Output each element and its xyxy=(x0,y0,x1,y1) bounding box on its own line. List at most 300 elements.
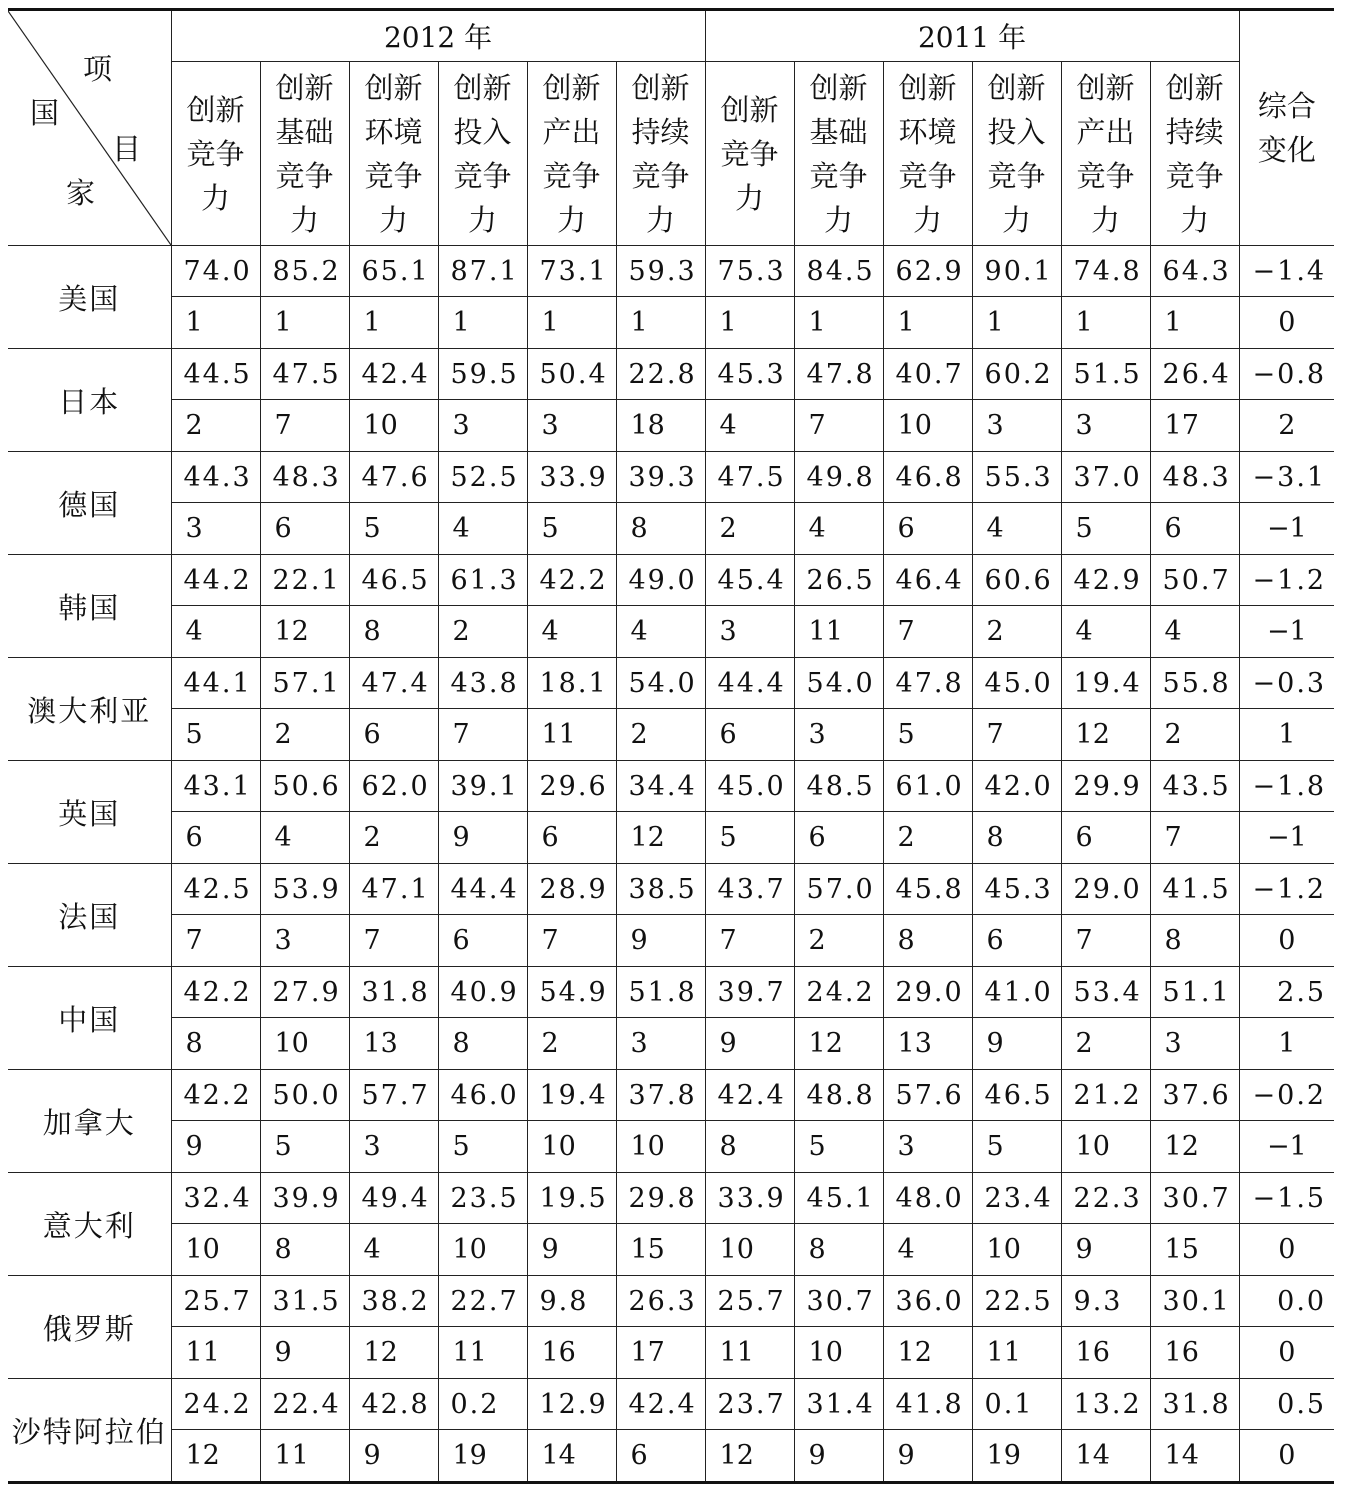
score-cell: 22.5 xyxy=(972,1276,1061,1327)
score-change-cell: 0.0 xyxy=(1239,1276,1334,1327)
score-cell: 40.9 xyxy=(438,967,527,1018)
score-change-cell: −1.2 xyxy=(1239,555,1334,606)
country-name: 英国 xyxy=(8,761,171,864)
rank-cell: 9 xyxy=(260,1327,349,1379)
score-cell: 23.5 xyxy=(438,1173,527,1224)
rank-cell: 6 xyxy=(1150,503,1239,555)
score-cell: 32.4 xyxy=(171,1173,260,1224)
score-change-cell: −3.1 xyxy=(1239,452,1334,503)
rank-cell: 5 xyxy=(438,1121,527,1173)
score-cell: 44.4 xyxy=(438,864,527,915)
rank-cell: 7 xyxy=(171,915,260,967)
rank-cell: 16 xyxy=(1150,1327,1239,1379)
score-cell: 42.8 xyxy=(349,1379,438,1430)
score-cell: 47.1 xyxy=(349,864,438,915)
country-name: 沙特阿拉伯 xyxy=(8,1379,171,1483)
rank-cell: 1 xyxy=(972,297,1061,349)
score-cell: 57.6 xyxy=(883,1070,972,1121)
rank-cell: 6 xyxy=(260,503,349,555)
table-row-rank xyxy=(8,915,1334,967)
rank-cell: 3 xyxy=(438,400,527,452)
score-cell: 41.5 xyxy=(1150,864,1239,915)
y2012-indicator-header: 创新 产出 竞争 力 xyxy=(527,62,616,246)
score-cell: 23.4 xyxy=(972,1173,1061,1224)
score-cell: 61.0 xyxy=(883,761,972,812)
score-change-cell: −1.2 xyxy=(1239,864,1334,915)
rank-cell: 7 xyxy=(260,400,349,452)
score-cell: 37.0 xyxy=(1061,452,1150,503)
score-cell: 27.9 xyxy=(260,967,349,1018)
score-change-cell: −0.8 xyxy=(1239,349,1334,400)
rank-cell: 6 xyxy=(1061,812,1150,864)
rank-cell: 19 xyxy=(438,1430,527,1483)
rank-cell: 9 xyxy=(349,1430,438,1483)
rank-change-cell: 0 xyxy=(1239,1327,1334,1379)
score-cell: 22.3 xyxy=(1061,1173,1150,1224)
rank-cell: 8 xyxy=(171,1018,260,1070)
rank-cell: 5 xyxy=(972,1121,1061,1173)
rank-cell: 3 xyxy=(705,606,794,658)
score-cell: 22.1 xyxy=(260,555,349,606)
rank-cell: 11 xyxy=(527,709,616,761)
rank-cell: 11 xyxy=(438,1327,527,1379)
rank-cell: 8 xyxy=(883,915,972,967)
score-cell: 48.8 xyxy=(794,1070,883,1121)
score-cell: 28.9 xyxy=(527,864,616,915)
rank-cell: 2 xyxy=(438,606,527,658)
rank-cell: 6 xyxy=(616,1430,705,1483)
score-cell: 55.3 xyxy=(972,452,1061,503)
rank-cell: 4 xyxy=(1061,606,1150,658)
rank-cell: 13 xyxy=(883,1018,972,1070)
rank-cell: 16 xyxy=(527,1327,616,1379)
score-cell: 51.1 xyxy=(1150,967,1239,1018)
rank-cell: 1 xyxy=(883,297,972,349)
rank-cell: 4 xyxy=(616,606,705,658)
score-change-cell: −0.2 xyxy=(1239,1070,1334,1121)
score-cell: 42.0 xyxy=(972,761,1061,812)
score-cell: 29.6 xyxy=(527,761,616,812)
score-cell: 47.5 xyxy=(705,452,794,503)
country-name: 俄罗斯 xyxy=(8,1276,171,1379)
rank-cell: 10 xyxy=(171,1224,260,1276)
score-cell: 42.9 xyxy=(1061,555,1150,606)
rank-cell: 15 xyxy=(1150,1224,1239,1276)
rank-cell: 11 xyxy=(794,606,883,658)
score-cell: 19.4 xyxy=(1061,658,1150,709)
score-cell: 51.5 xyxy=(1061,349,1150,400)
score-cell: 41.8 xyxy=(883,1379,972,1430)
rank-cell: 6 xyxy=(527,812,616,864)
rank-cell: 6 xyxy=(883,503,972,555)
rank-cell: 1 xyxy=(616,297,705,349)
score-cell: 61.3 xyxy=(438,555,527,606)
score-cell: 60.6 xyxy=(972,555,1061,606)
rank-cell: 12 xyxy=(1061,709,1150,761)
change-header: 综合 变化 xyxy=(1239,10,1334,246)
rank-cell: 7 xyxy=(1150,812,1239,864)
score-cell: 43.7 xyxy=(705,864,794,915)
score-cell: 39.1 xyxy=(438,761,527,812)
score-cell: 31.4 xyxy=(794,1379,883,1430)
score-cell: 84.5 xyxy=(794,246,883,297)
rank-cell: 3 xyxy=(1150,1018,1239,1070)
rank-cell: 5 xyxy=(883,709,972,761)
table-row-rank xyxy=(8,709,1334,761)
score-cell: 50.0 xyxy=(260,1070,349,1121)
rank-cell: 3 xyxy=(349,1121,438,1173)
rank-cell: 4 xyxy=(1150,606,1239,658)
country-name: 法国 xyxy=(8,864,171,967)
table-row-value xyxy=(8,1173,1334,1224)
score-cell: 37.8 xyxy=(616,1070,705,1121)
rank-cell: 7 xyxy=(705,915,794,967)
score-cell: 29.9 xyxy=(1061,761,1150,812)
rank-cell: 2 xyxy=(616,709,705,761)
rank-cell: 7 xyxy=(527,915,616,967)
score-cell: 46.4 xyxy=(883,555,972,606)
rank-cell: 9 xyxy=(616,915,705,967)
rank-cell: 7 xyxy=(438,709,527,761)
rank-cell: 7 xyxy=(794,400,883,452)
rank-cell: 3 xyxy=(972,400,1061,452)
score-cell: 31.8 xyxy=(349,967,438,1018)
score-cell: 53.9 xyxy=(260,864,349,915)
rank-change-cell: 1 xyxy=(1239,1018,1334,1070)
y2012-indicator-header: 创新 竞争 力 xyxy=(171,62,260,246)
score-cell: 43.5 xyxy=(1150,761,1239,812)
score-cell: 49.0 xyxy=(616,555,705,606)
rank-cell: 11 xyxy=(260,1430,349,1483)
table-body xyxy=(8,246,1334,1483)
rank-cell: 12 xyxy=(616,812,705,864)
rank-cell: 8 xyxy=(349,606,438,658)
table-row-value xyxy=(8,555,1334,606)
rank-cell: 10 xyxy=(349,400,438,452)
rank-cell: 11 xyxy=(972,1327,1061,1379)
score-cell: 73.1 xyxy=(527,246,616,297)
score-cell: 42.2 xyxy=(171,1070,260,1121)
rank-cell: 8 xyxy=(1150,915,1239,967)
table-container xyxy=(8,8,1334,1484)
rank-cell: 10 xyxy=(616,1121,705,1173)
score-cell: 44.5 xyxy=(171,349,260,400)
rank-cell: 13 xyxy=(349,1018,438,1070)
table-row-value xyxy=(8,864,1334,915)
corner-label-top: 项 xyxy=(83,52,113,86)
year-2011-header: 2011 年 xyxy=(705,10,1239,62)
rank-cell: 10 xyxy=(794,1327,883,1379)
score-cell: 42.4 xyxy=(616,1379,705,1430)
score-cell: 44.1 xyxy=(171,658,260,709)
rank-cell: 10 xyxy=(705,1224,794,1276)
rank-cell: 16 xyxy=(1061,1327,1150,1379)
score-cell: 51.8 xyxy=(616,967,705,1018)
score-cell: 45.1 xyxy=(794,1173,883,1224)
rank-cell: 4 xyxy=(883,1224,972,1276)
rank-cell: 2 xyxy=(1061,1018,1150,1070)
rank-cell: 14 xyxy=(1061,1430,1150,1483)
score-cell: 50.4 xyxy=(527,349,616,400)
rank-cell: 1 xyxy=(1061,297,1150,349)
score-cell: 34.4 xyxy=(616,761,705,812)
score-cell: 47.4 xyxy=(349,658,438,709)
score-cell: 40.7 xyxy=(883,349,972,400)
rank-cell: 6 xyxy=(794,812,883,864)
rank-cell: 2 xyxy=(171,400,260,452)
score-cell: 29.8 xyxy=(616,1173,705,1224)
rank-cell: 3 xyxy=(794,709,883,761)
rank-cell: 8 xyxy=(438,1018,527,1070)
rank-cell: 9 xyxy=(794,1430,883,1483)
corner-label-left-1: 国 xyxy=(30,96,60,130)
table-row-value xyxy=(8,1276,1334,1327)
table-row-rank xyxy=(8,1121,1334,1173)
rank-cell: 5 xyxy=(705,812,794,864)
rank-cell: 9 xyxy=(438,812,527,864)
table-row-rank xyxy=(8,503,1334,555)
score-cell: 49.4 xyxy=(349,1173,438,1224)
rank-cell: 9 xyxy=(527,1224,616,1276)
rank-cell: 9 xyxy=(171,1121,260,1173)
y2012-indicator-header: 创新 持续 竞争 力 xyxy=(616,62,705,246)
score-cell: 23.7 xyxy=(705,1379,794,1430)
score-cell: 38.2 xyxy=(349,1276,438,1327)
rank-cell: 7 xyxy=(972,709,1061,761)
score-cell: 30.7 xyxy=(794,1276,883,1327)
score-cell: 42.5 xyxy=(171,864,260,915)
corner-header xyxy=(8,10,171,246)
score-cell: 90.1 xyxy=(972,246,1061,297)
country-name: 澳大利亚 xyxy=(8,658,171,761)
score-cell: 46.8 xyxy=(883,452,972,503)
table-row-value xyxy=(8,246,1334,297)
score-change-cell: −1.4 xyxy=(1239,246,1334,297)
score-cell: 57.1 xyxy=(260,658,349,709)
country-name: 加拿大 xyxy=(8,1070,171,1173)
rank-cell: 4 xyxy=(527,606,616,658)
score-cell: 57.7 xyxy=(349,1070,438,1121)
innovation-competitiveness-table xyxy=(8,8,1334,1484)
rank-cell: 12 xyxy=(171,1430,260,1483)
score-cell: 59.3 xyxy=(616,246,705,297)
rank-change-cell: −1 xyxy=(1239,503,1334,555)
country-name: 韩国 xyxy=(8,555,171,658)
score-cell: 60.2 xyxy=(972,349,1061,400)
score-cell: 48.5 xyxy=(794,761,883,812)
score-cell: 43.1 xyxy=(171,761,260,812)
rank-cell: 8 xyxy=(260,1224,349,1276)
table-row-value xyxy=(8,1070,1334,1121)
score-cell: 46.5 xyxy=(349,555,438,606)
rank-cell: 9 xyxy=(883,1430,972,1483)
rank-cell: 2 xyxy=(883,812,972,864)
rank-cell: 12 xyxy=(349,1327,438,1379)
rank-cell: 12 xyxy=(705,1430,794,1483)
y2012-indicator-header: 创新 基础 竞争 力 xyxy=(260,62,349,246)
score-cell: 53.4 xyxy=(1061,967,1150,1018)
score-cell: 29.0 xyxy=(1061,864,1150,915)
score-cell: 45.3 xyxy=(972,864,1061,915)
table-row-rank xyxy=(8,400,1334,452)
score-cell: 45.0 xyxy=(972,658,1061,709)
rank-cell: 2 xyxy=(260,709,349,761)
score-cell: 9.8 xyxy=(527,1276,616,1327)
score-cell: 45.0 xyxy=(705,761,794,812)
indicator-header-row xyxy=(8,62,1334,246)
score-cell: 48.3 xyxy=(1150,452,1239,503)
country-name: 日本 xyxy=(8,349,171,452)
rank-cell: 4 xyxy=(171,606,260,658)
rank-cell: 19 xyxy=(972,1430,1061,1483)
score-cell: 19.5 xyxy=(527,1173,616,1224)
rank-cell: 1 xyxy=(438,297,527,349)
rank-cell: 18 xyxy=(616,400,705,452)
rank-cell: 6 xyxy=(171,812,260,864)
score-cell: 87.1 xyxy=(438,246,527,297)
table-row-rank xyxy=(8,1430,1334,1483)
score-cell: 18.1 xyxy=(527,658,616,709)
rank-cell: 4 xyxy=(349,1224,438,1276)
table-row-value xyxy=(8,452,1334,503)
rank-cell: 2 xyxy=(794,915,883,967)
rank-cell: 6 xyxy=(438,915,527,967)
rank-cell: 2 xyxy=(527,1018,616,1070)
y2011-indicator-header: 创新 环境 竞争 力 xyxy=(883,62,972,246)
rank-cell: 2 xyxy=(972,606,1061,658)
rank-cell: 8 xyxy=(705,1121,794,1173)
score-cell: 52.5 xyxy=(438,452,527,503)
score-cell: 0.1 xyxy=(972,1379,1061,1430)
score-change-cell: 0.5 xyxy=(1239,1379,1334,1430)
score-cell: 43.8 xyxy=(438,658,527,709)
corner-label-left-2: 家 xyxy=(66,176,96,210)
rank-cell: 5 xyxy=(349,503,438,555)
score-cell: 54.0 xyxy=(794,658,883,709)
y2011-indicator-header: 创新 竞争 力 xyxy=(705,62,794,246)
score-cell: 25.7 xyxy=(171,1276,260,1327)
score-cell: 85.2 xyxy=(260,246,349,297)
rank-cell: 2 xyxy=(1150,709,1239,761)
rank-cell: 9 xyxy=(972,1018,1061,1070)
y2012-indicator-header: 创新 环境 竞争 力 xyxy=(349,62,438,246)
rank-cell: 4 xyxy=(972,503,1061,555)
score-cell: 62.0 xyxy=(349,761,438,812)
score-cell: 45.8 xyxy=(883,864,972,915)
rank-cell: 12 xyxy=(883,1327,972,1379)
rank-cell: 15 xyxy=(616,1224,705,1276)
score-cell: 44.2 xyxy=(171,555,260,606)
score-cell: 21.2 xyxy=(1061,1070,1150,1121)
rank-cell: 14 xyxy=(1150,1430,1239,1483)
score-cell: 50.7 xyxy=(1150,555,1239,606)
rank-cell: 5 xyxy=(527,503,616,555)
score-change-cell: 2.5 xyxy=(1239,967,1334,1018)
score-cell: 0.2 xyxy=(438,1379,527,1430)
score-cell: 74.8 xyxy=(1061,246,1150,297)
rank-cell: 1 xyxy=(794,297,883,349)
score-cell: 31.8 xyxy=(1150,1379,1239,1430)
score-cell: 38.5 xyxy=(616,864,705,915)
score-cell: 12.9 xyxy=(527,1379,616,1430)
rank-cell: 1 xyxy=(260,297,349,349)
score-cell: 25.7 xyxy=(705,1276,794,1327)
rank-cell: 6 xyxy=(349,709,438,761)
rank-cell: 9 xyxy=(1061,1224,1150,1276)
score-cell: 44.3 xyxy=(171,452,260,503)
score-cell: 22.8 xyxy=(616,349,705,400)
rank-cell: 10 xyxy=(438,1224,527,1276)
rank-cell: 5 xyxy=(171,709,260,761)
score-cell: 59.5 xyxy=(438,349,527,400)
rank-change-cell: 0 xyxy=(1239,1224,1334,1276)
rank-cell: 10 xyxy=(260,1018,349,1070)
rank-cell: 3 xyxy=(883,1121,972,1173)
score-cell: 54.0 xyxy=(616,658,705,709)
y2011-indicator-header: 创新 持续 竞争 力 xyxy=(1150,62,1239,246)
rank-change-cell: 2 xyxy=(1239,400,1334,452)
score-change-cell: −0.3 xyxy=(1239,658,1334,709)
rank-cell: 7 xyxy=(1061,915,1150,967)
score-cell: 22.7 xyxy=(438,1276,527,1327)
rank-cell: 12 xyxy=(1150,1121,1239,1173)
rank-cell: 3 xyxy=(616,1018,705,1070)
table-row-rank xyxy=(8,606,1334,658)
table-row-value xyxy=(8,967,1334,1018)
score-cell: 64.3 xyxy=(1150,246,1239,297)
rank-change-cell: 0 xyxy=(1239,1430,1334,1483)
rank-cell: 1 xyxy=(527,297,616,349)
rank-cell: 7 xyxy=(883,606,972,658)
score-cell: 9.3 xyxy=(1061,1276,1150,1327)
score-cell: 42.4 xyxy=(349,349,438,400)
score-cell: 29.0 xyxy=(883,967,972,1018)
rank-cell: 8 xyxy=(794,1224,883,1276)
table-row-value xyxy=(8,658,1334,709)
score-cell: 45.4 xyxy=(705,555,794,606)
rank-change-cell: −1 xyxy=(1239,606,1334,658)
score-cell: 30.1 xyxy=(1150,1276,1239,1327)
country-name: 中国 xyxy=(8,967,171,1070)
rank-cell: 11 xyxy=(171,1327,260,1379)
rank-cell: 12 xyxy=(260,606,349,658)
rank-cell: 1 xyxy=(1150,297,1239,349)
rank-cell: 2 xyxy=(705,503,794,555)
score-cell: 47.8 xyxy=(794,349,883,400)
score-cell: 74.0 xyxy=(171,246,260,297)
rank-cell: 5 xyxy=(260,1121,349,1173)
score-cell: 26.4 xyxy=(1150,349,1239,400)
rank-change-cell: 0 xyxy=(1239,915,1334,967)
rank-cell: 3 xyxy=(1061,400,1150,452)
score-cell: 50.6 xyxy=(260,761,349,812)
score-cell: 42.2 xyxy=(527,555,616,606)
rank-change-cell: 1 xyxy=(1239,709,1334,761)
table-row-value xyxy=(8,1379,1334,1430)
score-cell: 57.0 xyxy=(794,864,883,915)
rank-cell: 11 xyxy=(705,1327,794,1379)
y2012-indicator-header: 创新 投入 竞争 力 xyxy=(438,62,527,246)
score-cell: 42.4 xyxy=(705,1070,794,1121)
score-cell: 30.7 xyxy=(1150,1173,1239,1224)
score-cell: 19.4 xyxy=(527,1070,616,1121)
score-cell: 48.3 xyxy=(260,452,349,503)
rank-cell: 10 xyxy=(1061,1121,1150,1173)
score-cell: 47.6 xyxy=(349,452,438,503)
rank-cell: 5 xyxy=(794,1121,883,1173)
year-2012-header: 2012 年 xyxy=(171,10,705,62)
rank-cell: 6 xyxy=(972,915,1061,967)
